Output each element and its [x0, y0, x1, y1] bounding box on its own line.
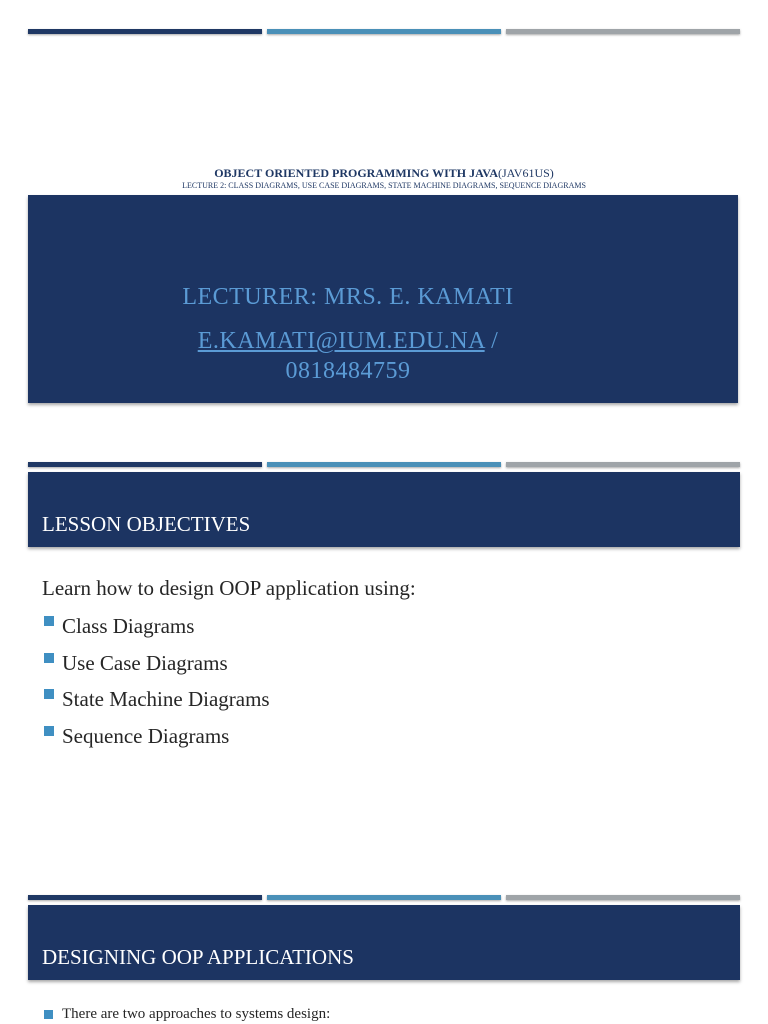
top-accent-bar-blue — [267, 29, 501, 34]
slide2-accent-bar-blue — [267, 462, 501, 467]
list-item — [44, 612, 270, 649]
list-item — [44, 722, 270, 759]
objectives-list — [44, 612, 270, 758]
bullet-square-icon — [44, 1010, 53, 1019]
slide3-accent-bar-dark — [28, 895, 262, 900]
email-link[interactable]: E.KAMATI@IUM.EDU.NA — [197, 328, 485, 354]
list-item-label: State Machine Diagrams — [62, 687, 270, 711]
contact-info — [28, 326, 668, 386]
slide2-accent-bar-dark — [28, 462, 262, 467]
top-accent-bar-gray — [506, 29, 740, 34]
list-item-label: Class Diagrams — [62, 614, 195, 638]
slide3-accent-bar-gray — [506, 895, 740, 900]
bullet-square-icon — [44, 726, 54, 736]
designing-oop-title: DESIGNING OOP APPLICATIONS — [42, 945, 354, 969]
slide2-accent-bar-gray — [506, 462, 740, 467]
list-item-label: Use Case Diagrams — [62, 650, 228, 675]
contact-separator: / — [484, 328, 499, 354]
objectives-intro: Learn how to design OOP application using: — [42, 576, 416, 600]
list-item — [44, 649, 270, 686]
approaches-bullet — [44, 1006, 330, 1023]
course-title-text: OBJECT ORIENTED PROGRAMMING WITH JAVA — [214, 166, 499, 180]
list-item — [44, 685, 270, 722]
course-code: (JAV61US) — [498, 166, 554, 180]
bullet-square-icon — [44, 616, 54, 626]
top-accent-bar-dark — [28, 29, 262, 34]
approaches-text: There are two approaches to systems design: — [62, 1006, 331, 1022]
bullet-square-icon — [44, 653, 54, 663]
lecture-subtitle: LECTURE 2: CLASS DIAGRAMS, USE CASE DIAGRAMS, STATE MACHINE DIAGRAMS, SEQUENCE DIAGRAMS — [182, 181, 586, 190]
phone-number: 0818484759 — [285, 358, 411, 384]
course-title — [0, 166, 768, 181]
bullet-square-icon — [44, 689, 54, 699]
list-item-label: Sequence Diagrams — [62, 723, 230, 748]
slide3-accent-bar-blue — [267, 895, 501, 900]
lecturer-name: LECTURER: MRS. E. KAMATI — [182, 284, 514, 310]
lesson-objectives-title: LESSON OBJECTIVES — [42, 512, 251, 536]
